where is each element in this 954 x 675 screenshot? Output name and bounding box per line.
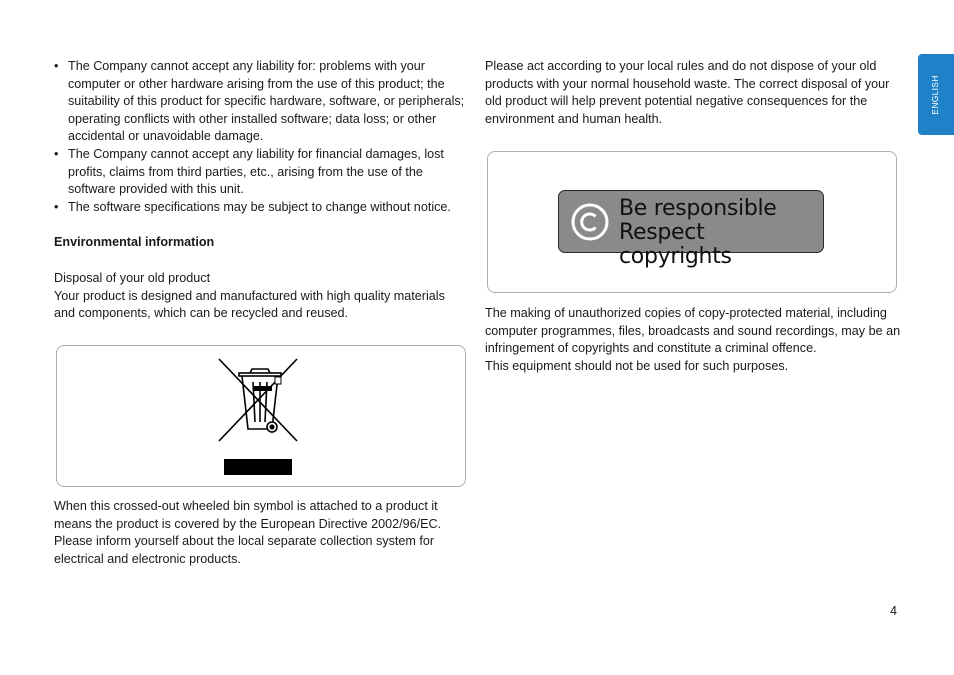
page-number: 4 [890, 604, 898, 618]
weee-figure [56, 345, 466, 487]
language-tab [918, 54, 954, 135]
liability-list [54, 58, 468, 216]
list-item: • The Company cannot accept any liability for financial damages, lost profits, claims from third parties, etc., arising from the use of the software provided with this unit. [54, 146, 468, 199]
language-tab-label: ENGLISH [930, 74, 941, 115]
equipment-note: This equipment should not be used for such purposes. [485, 358, 789, 373]
right-column [485, 58, 905, 128]
environmental-heading: Environmental information [54, 235, 215, 250]
badge-line-2: Respect copyrights [619, 220, 732, 269]
left-column [54, 58, 468, 323]
crossed-out-wheeled-bin-icon [217, 356, 299, 444]
be-responsible-badge [558, 190, 824, 269]
list-item: • The software specifications may be subject to change without notice. [54, 199, 468, 217]
copyright-figure [487, 151, 897, 293]
weee-black-bar [224, 459, 292, 475]
disposal-text: Your product is designed and manufactured with high quality materials and components, which can be recycled and reused. [54, 288, 445, 321]
disposal-instructions: Please act according to your local rules and do not dispose of your old products with your normal household waste. The correct disposal of your old product will help prevent potential negative consequences for the environment and human health. [485, 59, 890, 126]
badge-line-1: Be responsible [619, 196, 777, 221]
copyright-notice [485, 305, 905, 375]
disposal-title: Disposal of your old product [54, 270, 211, 285]
copyright-circle-icon [571, 203, 609, 241]
copyright-text: The making of unauthorized copies of copy-protected material, including computer programmes, files, broadcasts and sound recordings, may be an infringement of copyrights and constitute a criminal offence. [485, 306, 901, 356]
list-item: • The Company cannot accept any liability for: problems with your computer or other hardware arising from the use of this product; the suitability of this product for specific hardware, software, or peripherals; operating conflicts with other installed software; data loss; or other accidental or unavoidable damage. [54, 58, 468, 146]
weee-explanation: When this crossed-out wheeled bin symbol is attached to a product it means the product is covered by the European Directive 2002/96/EC. Please inform yourself about the local separate collection system for electrical and electronic products. [54, 499, 442, 566]
